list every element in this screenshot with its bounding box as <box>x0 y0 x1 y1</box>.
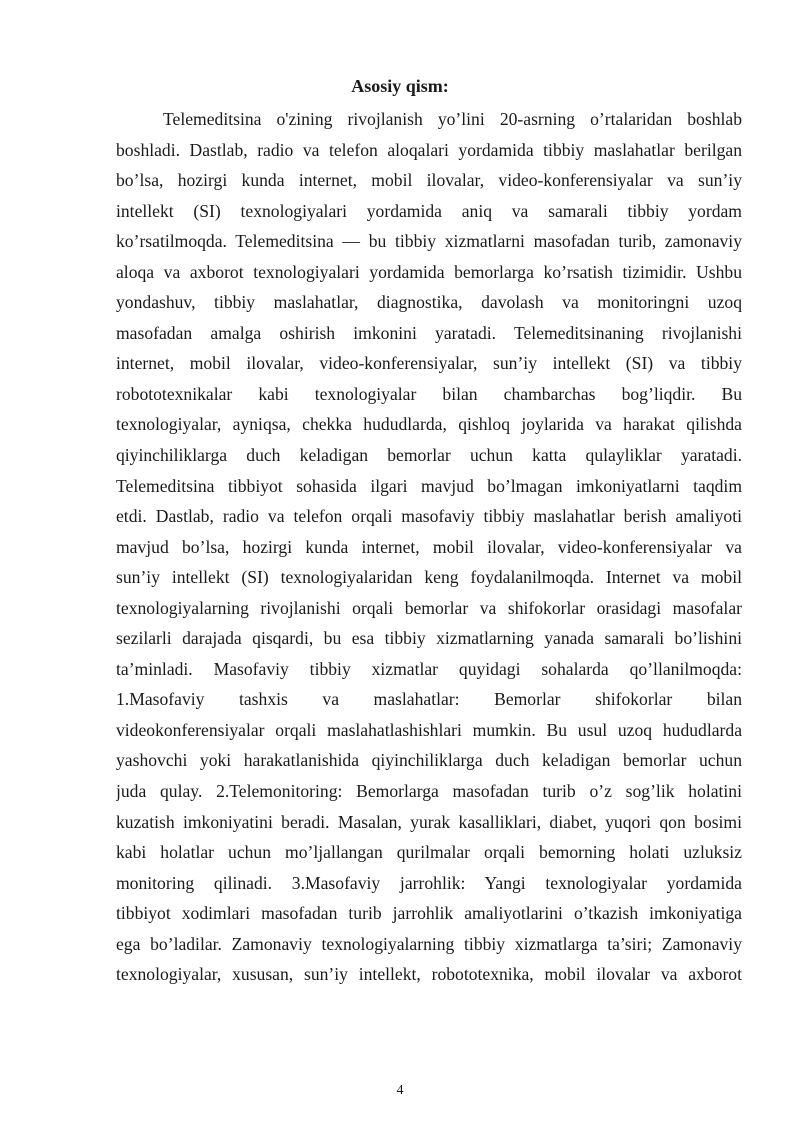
text-line: texnologiyalar, ayniqsa, chekka hududlarda, qishloq joylarida va harakat qilishda <box>116 414 742 435</box>
text-line: kuzatish imkoniyatini beradi. Masalan, yurak kasalliklari, diabet, yuqori qon bosimi <box>116 811 742 832</box>
text-line: 1.Masofaviy tashxis va maslahatlar: Bemorlar shifokorlar bilan <box>116 689 742 710</box>
text-line: Telemeditsina tibbiyot sohasida ilgari mavjud bo’lmagan imkoniyatlarni taqdim <box>116 475 742 496</box>
text-line: boshladi. Dastlab, radio va telefon aloqalari yordamida tibbiy maslahatlar berilgan <box>116 139 742 160</box>
text-line: mavjud bo’lsa, hozirgi kunda internet, mobil ilovalar, video-konferensiyalar va <box>116 536 742 557</box>
text-line: juda qulay. 2.Telemonitoring: Bemorlarga masofadan turib o’z sog’lik holatini <box>116 781 742 802</box>
text-line: robototexnikalar kabi texnologiyalar bilan chambarchas bog’liqdir. Bu <box>116 383 742 404</box>
text-line: kabi holatlar uchun mo’ljallangan qurilmalar orqali bemorning holati uzluksiz <box>116 842 742 863</box>
text-line: tibbiyot xodimlari masofadan turib jarrohlik amaliyotlarini o’tkazish imkoniyatiga <box>116 903 742 924</box>
text-line: texnologiyalarning rivojlanishi orqali bemorlar va shifokorlar orasidagi masofalar <box>116 597 742 618</box>
text-line: etdi. Dastlab, radio va telefon orqali masofaviy tibbiy maslahatlar berish amaliyoti <box>116 506 742 527</box>
text-line: yashovchi yoki harakatlanishida qiyinchiliklarga duch keladigan bemorlar uchun <box>116 750 742 771</box>
text-line: intellekt (SI) texnologiyalari yordamida aniq va samarali tibbiy yordam <box>116 200 742 221</box>
text-line: ta’minladi. Masofaviy tibbiy xizmatlar quyidagi sohalarda qo’llanilmoqda: <box>116 658 742 679</box>
page-number: 4 <box>396 1083 404 1098</box>
text-line: sun’iy intellekt (SI) texnologiyalaridan keng foydalanilmoqda. Internet va mobil <box>116 567 742 588</box>
text-line: aloqa va axborot texnologiyalari yordamida bemorlarga ko’rsatish tizimidir. Ushbu <box>116 261 742 282</box>
text-line: internet, mobil ilovalar, video-konferensiyalar, sun’iy intellekt (SI) va tibbiy <box>116 353 742 374</box>
text-line: Telemeditsina o'zining rivojlanish yo’lini 20-asrning o’rtalaridan boshlab <box>163 109 742 129</box>
section-heading: Asosiy qism: <box>351 76 449 96</box>
text-line: bo’lsa, hozirgi kunda internet, mobil ilovalar, video-konferensiyalar va sun’iy <box>116 170 742 191</box>
text-line: qiyinchiliklarga duch keladigan bemorlar uchun katta qulayliklar yaratadi. <box>116 445 742 466</box>
body-paragraph <box>116 104 742 990</box>
text-line: yondashuv, tibbiy maslahatlar, diagnostika, davolash va monitoringni uzoq <box>116 292 742 313</box>
text-line: videokonferensiyalar orqali maslahatlashishlari mumkin. Bu usul uzoq hududlarda <box>116 719 742 740</box>
text-line: texnologiyalar, xususan, sun’iy intellekt, robototexnika, mobil ilovalar va axborot <box>116 964 742 985</box>
text-line: ko’rsatilmoqda. Telemeditsina — bu tibbiy xizmatlarni masofadan turib, zamonaviy <box>116 231 742 252</box>
text-line: ega bo’ladilar. Zamonaviy texnologiyalarning tibbiy xizmatlarga ta’siri; Zamonaviy <box>116 933 742 954</box>
text-line: masofadan amalga oshirish imkonini yaratadi. Telemeditsinaning rivojlanishi <box>116 322 742 343</box>
text-line: sezilarli darajada qisqardi, bu esa tibbiy xizmatlarning yanada samarali bo’lishini <box>116 628 742 649</box>
text-line: monitoring qilinadi. 3.Masofaviy jarrohlik: Yangi texnologiyalar yordamida <box>116 872 742 893</box>
